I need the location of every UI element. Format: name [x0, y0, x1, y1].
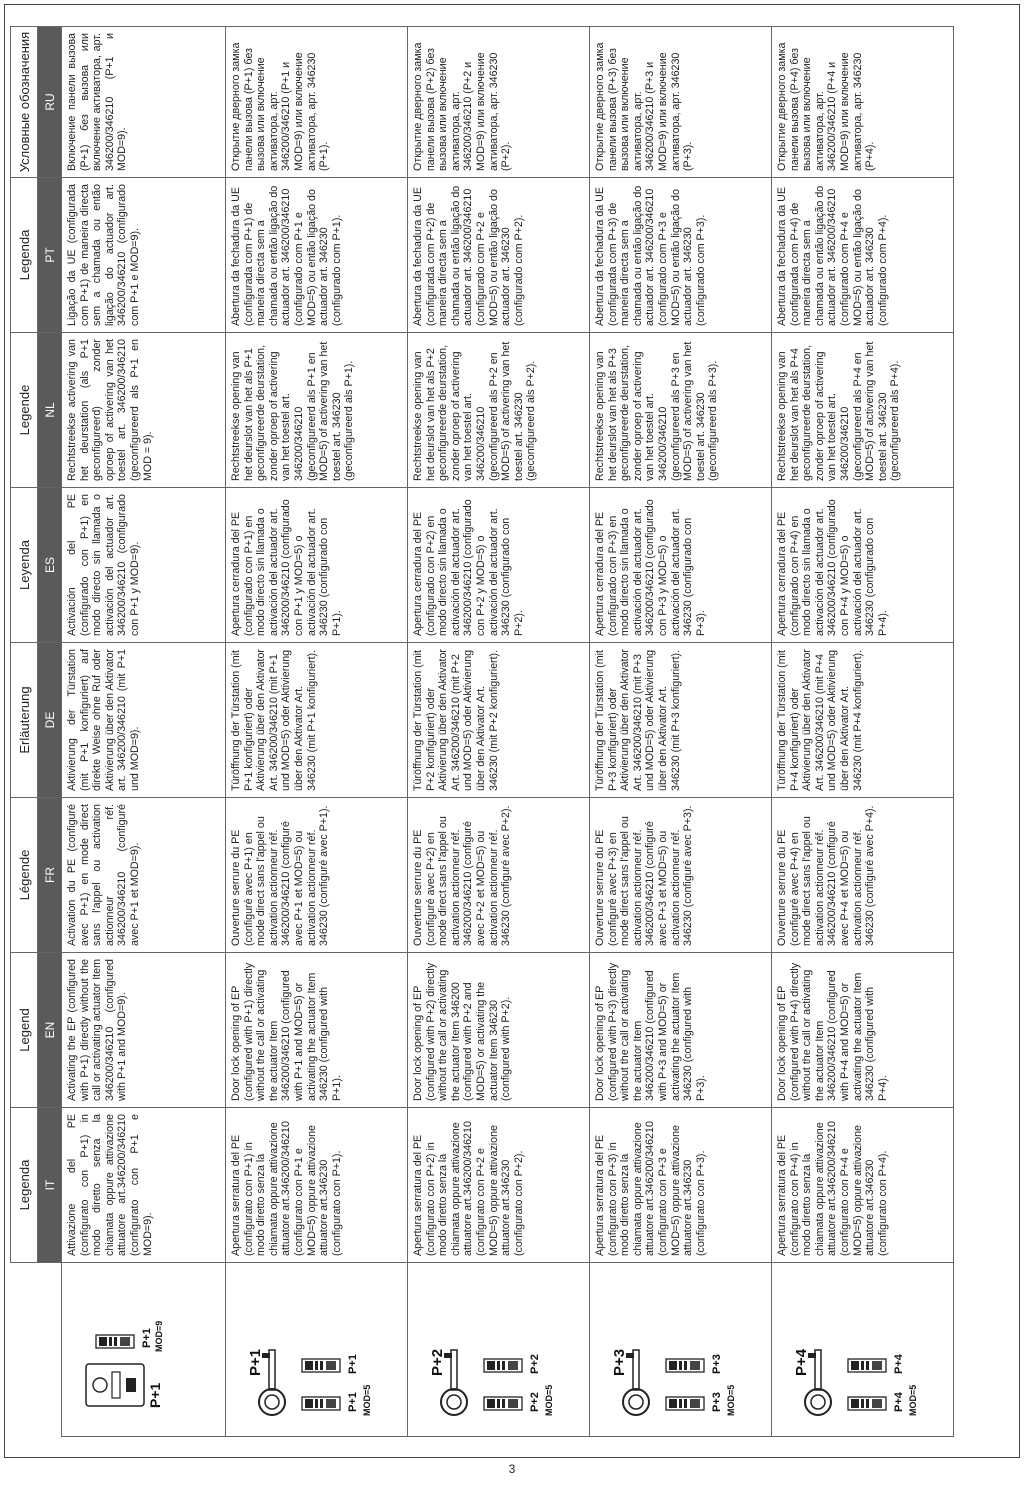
device-block	[502, 1399, 505, 1408]
key-ring-icon	[259, 1389, 285, 1415]
mod-label: MOD=5	[544, 1384, 554, 1416]
icon-area	[230, 1268, 378, 1432]
description-cell-ru: Включение панели вызова (P+1) без вызова или включение активатора, арт. 346200/346210 (P+1 и MOD=9).	[62, 27, 226, 178]
device-block	[99, 1337, 107, 1346]
device-block	[305, 1361, 313, 1370]
panel-button	[126, 1378, 136, 1392]
key-ring-icon	[623, 1389, 649, 1415]
key-ring-inner	[447, 1395, 461, 1409]
description-cell-it: Apertura serratura del PE (configurato con P+1) in modo diretto senza la chiamata oppure attivazione attuatore art.346200/346210 (configurato con P+1 e MOD=5) oppure attivazione attuatore art.346230 (configurato con P+1).	[226, 1108, 408, 1263]
description-cell-nl: Rechtstreekse opening van het deurslot van het als P+3 geconfigureerde deurstation, zonder oproep of activering van het toestel art. 346200/346210 (geconfigureerd als P+3 en MOD=5) of activering van het toestel art. 346230 (geconfigureerd als P+3).	[590, 333, 772, 488]
door-lock-diagram-icon	[412, 1268, 560, 1432]
lock-label: P+2	[429, 1348, 446, 1376]
language-code-row	[38, 27, 62, 1437]
description-cell-ru: Открытие дверного замка панели вызова (P+3) без вызова или включение активатора, арт. 346200/346210 (P+3 и MOD=9) или включение активатора, арт. 346230 (P+3).	[590, 27, 772, 178]
legend-row	[226, 27, 408, 1437]
panel-label: P+1	[147, 1382, 163, 1408]
icon-cell	[772, 1263, 954, 1437]
device-block	[669, 1399, 677, 1408]
entrance-panel-diagram-icon	[66, 1268, 214, 1432]
device-block	[320, 1361, 323, 1370]
device-block	[851, 1361, 859, 1370]
icon-area	[594, 1268, 742, 1432]
language-code: NL	[38, 333, 62, 488]
device-block	[690, 1361, 700, 1370]
door-lock-diagram-icon	[776, 1268, 924, 1432]
device-block	[502, 1361, 505, 1370]
door-lock-diagram-icon	[594, 1268, 742, 1432]
actuator-device-icon	[666, 1359, 704, 1372]
device-label: P+1	[347, 1392, 359, 1412]
legend-header: Условные обозначения	[11, 27, 38, 178]
legend-row	[772, 27, 954, 1437]
description-cell-pt: Abertura da fechadura da UE (configurada com P+1) de maneira directa sem a chamada ou então ligação do actuador art. 346200/346210 (configurado com P+1 e MOD=5) ou então ligação do actuador art. 346230 (configurado com P+1).	[226, 178, 408, 333]
description-cell-pt: Abertura da fechadura da UE (configurada com P+3) de maneira directa sem a chamada ou então ligação do actuador art. 346200/346210 (configurado com P+3 e MOD=5) ou então ligação do actuador art. 346230 (configurado com P+3).	[590, 178, 772, 333]
device-label: P+2	[529, 1392, 541, 1412]
device-block	[114, 1337, 117, 1346]
language-code: EN	[38, 953, 62, 1108]
device-block	[315, 1399, 318, 1408]
legend-rows	[62, 27, 954, 1437]
legend-header: Legenda	[11, 1108, 38, 1263]
description-cell-de: Türöffnung der Türstation (mit P+3 konfiguriert) oder Aktivierung über den Aktivator Art. 346200/346210 (mit P+3 und MOD=5) oder Aktivierung über den Aktivator Art. 346230 (mit P+3 konfiguriert).	[590, 643, 772, 798]
header-spacer	[11, 1263, 38, 1437]
device-block	[315, 1361, 318, 1370]
icon-cell	[226, 1263, 408, 1437]
description-cell-es: Activación del PE (configurado con P+1) en modo directo sin llamada o activación del actuador art. 346200/346210 (configurado con P+1 y MOD=9).	[62, 488, 226, 643]
description-cell-en: Door lock opening of EP (configured with P+2) directly without the call or activating the actuator Item 346200 (configured with P+2 and MOD=5) or activating the actuator Item 346230 (configured with P+2).	[408, 953, 590, 1108]
description-cell-nl: Rechtstreekse opening van het deurslot van het als P+4 geconfigureerde deurstation, zonder oproep of activering van het toestel art. 346200/346210 (geconfigureerd als P+4 en MOD=5) of activering van het toestel art. 346230 (geconfigureerd als P+4).	[772, 333, 954, 488]
device-block	[109, 1337, 112, 1346]
description-cell-pt: Abertura da fechadura da UE (configurada com P+2) de maneira directa sem a chamada ou então ligação do actuador art. 346200/346210 (configurado com P+2 e MOD=5) ou então ligação do actuador art. 346230 (configurado com P+2).	[408, 178, 590, 333]
description-cell-es: Apertura cerradura del PE (configurado con P+4) en modo directo sin llamada o activación del actuador art. 346200/346210 (configurado con P+4 y MOD=5) o activación del actuador art. 346230 (configurado con P+4).	[772, 488, 954, 643]
device-block	[851, 1399, 859, 1408]
legend-row	[590, 27, 772, 1437]
icon-area	[66, 1268, 214, 1432]
device-label: P+1	[347, 1354, 359, 1374]
device-block	[326, 1361, 336, 1370]
device-block	[690, 1399, 700, 1408]
description-cell-it: Apertura serratura del PE (configurato con P+4) in modo diretto senza la chiamata oppure attivazione attuatore art.346200/346210 (configurato con P+4 e MOD=5) oppure attivazione attuatore art.346230 (configurato con P+4).	[772, 1108, 954, 1263]
description-cell-de: Türöffnung der Türstation (mit P+1 konfiguriert) oder Aktivierung über den Aktivator Art. 346200/346210 (mit P+1 und MOD=5) oder Aktivierung über den Aktivator Art. 346230 (mit P+1 konfiguriert).	[226, 643, 408, 798]
description-cell-en: Door lock opening of EP (configured with P+3) directly without the call or activating the actuator Item 346200/346210 (configured with P+3 and MOD=5) or activating the actuator Item 346230 (configured with P+3).	[590, 953, 772, 1108]
description-cell-de: Türöffnung der Türstation (mit P+2 konfiguriert) oder Aktivierung über den Aktivator Art. 346200/346210 (mit P+2 und MOD=5) oder Aktivierung über den Aktivator Art. 346230 (mit P+2 konfiguriert).	[408, 643, 590, 798]
actuator-device-icon	[302, 1397, 340, 1410]
device-block	[872, 1399, 882, 1408]
key-ring-inner	[265, 1395, 279, 1409]
device-block	[861, 1399, 864, 1408]
language-code: DE	[38, 643, 62, 798]
device-block	[120, 1337, 130, 1346]
device-block	[684, 1361, 687, 1370]
description-cell-it: Attivazione del PE (configurato con P+1) in modo diretto senza la chiamata oppure attivazione attuatore art.346200/346210 (configurato con P+1 e MOD=9).	[62, 1108, 226, 1263]
legend-row	[62, 27, 226, 1437]
description-cell-de: Türöffnung der Türstation (mit P+4 konfiguriert) oder Aktivierung über den Aktivator Art. 346200/346210 (mit P+4 und MOD=5) oder Aktivierung über den Aktivator Art. 346230 (mit P+4 konfiguriert).	[772, 643, 954, 798]
page-number: 3	[508, 1462, 516, 1476]
device-block	[669, 1361, 677, 1370]
device-block	[497, 1361, 500, 1370]
actuator-device-icon	[666, 1397, 704, 1410]
actuator-device-icon	[848, 1359, 886, 1372]
language-code: ES	[38, 488, 62, 643]
legend-header: Legend	[11, 953, 38, 1108]
legend-header: Legenda	[11, 178, 38, 333]
device-block	[866, 1399, 869, 1408]
device-block	[320, 1399, 323, 1408]
mod-label: MOD=9	[154, 1320, 164, 1352]
description-cell-de: Aktivierung der Türstation (mit P+1 konfiguriert) auf direkte Weise ohne Ruf oder Aktivierung über den Aktivator art. 346200/346210 (mit P+1 und MOD=9).	[62, 643, 226, 798]
icon-cell	[62, 1263, 226, 1437]
legend-header: Leyenda	[11, 488, 38, 643]
description-cell-nl: Rechtstreekse opening van het deurslot van het als P+2 geconfigureerde deurstation, zonder oproep of activering van het toestel art. 346200/346210 (geconfigureerd als P+2 en MOD=5) of activering van het toestel art. 346230 (geconfigureerd als P+2).	[408, 333, 590, 488]
device-block	[679, 1399, 682, 1408]
language-code: IT	[38, 1108, 62, 1263]
actuator-device-icon	[848, 1397, 886, 1410]
icon-cell	[590, 1263, 772, 1437]
description-cell-pt: Ligação da UE (configurada com P+1) de maneira directa sem a chamada ou então ligação do actuador art. 346200/346210 (configurado com P+1 e MOD=9).	[62, 178, 226, 333]
key-ring-icon	[805, 1389, 831, 1415]
device-block	[861, 1361, 864, 1370]
device-label: P+3	[711, 1392, 723, 1412]
device-block	[684, 1399, 687, 1408]
key-ring-inner	[629, 1395, 643, 1409]
description-cell-fr: Ouverture serrure du PE (configuré avec P+2) en mode direct sans l'appel ou activation actionneur réf. 346200/346210 (configuré avec P+2 et MOD=5) ou activation actionneur réf. 346230 (configuré avec P+2).	[408, 798, 590, 953]
description-cell-fr: Ouverture serrure du PE (configuré avec P+4) en mode direct sans l'appel ou activation actionneur réf. 346200/346210 (configuré avec P+4 et MOD=5) ou activation actionneur réf. 346230 (configuré avec P+4).	[772, 798, 954, 953]
mod-label: MOD=5	[908, 1384, 918, 1416]
description-cell-en: Activating the EP (configured with P+1) directly without the call or activating actuator Item 346200/346210 (configured with P+1 and MOD=9).	[62, 953, 226, 1108]
device-block	[497, 1399, 500, 1408]
document-page	[4, 4, 1020, 1458]
actuator-device-icon	[484, 1359, 522, 1372]
description-cell-ru: Открытие дверного замка панели вызова (P+2) без вызова или включение активатора, арт. 346200/346210 (P+2 и MOD=9) или включение активатора, арт. 346230 (P+2).	[408, 27, 590, 178]
icon-area	[412, 1268, 560, 1432]
description-cell-es: Apertura cerradura del PE (configurado con P+2) en modo directo sin llamada o activación del actuador art. 346200/346210 (configurado con P+2 y MOD=5) o activación del actuador art. 346230 (configurado con P+2).	[408, 488, 590, 643]
description-cell-ru: Открытие дверного замка панели вызова (P+4) без вызова или включение активатора, арт. 346200/346210 (P+4 и MOD=9) или включение активатора, арт. 346230 (P+4).	[772, 27, 954, 178]
mod-label: MOD=5	[362, 1384, 372, 1416]
device-label: P+2	[529, 1354, 541, 1374]
lock-label: P+1	[247, 1348, 264, 1376]
device-label: P+1	[141, 1328, 153, 1348]
device-block	[679, 1361, 682, 1370]
rotated-table-container	[5, 5, 1019, 1457]
description-cell-fr: Ouverture serrure du PE (configuré avec P+1) en mode direct sans l'appel ou activation actionneur réf. 346200/346210 (configuré avec P+1 et MOD=5) ou activation actionneur réf. 346230 (configuré avec P+1).	[226, 798, 408, 953]
device-block	[305, 1399, 313, 1408]
description-cell-it: Apertura serratura del PE (configurato con P+3) in modo diretto senza la chiamata oppure attivazione attuatore art.346200/346210 (configurato con P+3 e MOD=5) oppure attivazione attuatore art.346230 (configurato con P+3).	[590, 1108, 772, 1263]
device-block	[872, 1361, 882, 1370]
header-spacer	[38, 1263, 62, 1437]
legend-header: Erläuterung	[11, 643, 38, 798]
description-cell-es: Apertura cerradura del PE (configurado con P+3) en modo directo sin llamada o activación del actuador art. 346200/346210 (configurado con P+3 y MOD=5) o activación del actuador art. 346230 (configurado con P+3).	[590, 488, 772, 643]
actuator-device-icon	[302, 1359, 340, 1372]
device-block	[487, 1399, 495, 1408]
language-code: PT	[38, 178, 62, 333]
device-label: P+4	[893, 1392, 905, 1412]
key-ring-icon	[441, 1389, 467, 1415]
legend-table	[10, 26, 954, 1437]
description-cell-nl: Rechtstreekse activering van het deurstation (als P+1 geconfigureerd) zonder oproep of activering van het toestel art. 346200/346210 (geconfigureerd als P+1 en MOD = 9).	[62, 333, 226, 488]
description-cell-pt: Abertura da fechadura da UE (configurada com P+4) de maneira directa sem a chamada ou então ligação do actuador art. 346200/346210 (configurado com P+4 e MOD=5) ou então ligação do actuador art. 346230 (configurado com P+4).	[772, 178, 954, 333]
device-block	[326, 1399, 336, 1408]
device-block	[508, 1361, 518, 1370]
description-cell-es: Apertura cerradura del PE (configurado con P+1) en modo directo sin llamada o activación del actuador art. 346200/346210 (configurado con P+1 y MOD=5) o activación del actuador art. 346230 (configurado con P+1).	[226, 488, 408, 643]
language-code: RU	[38, 27, 62, 178]
device-block	[508, 1399, 518, 1408]
device-block	[487, 1361, 495, 1370]
legend-row	[408, 27, 590, 1437]
key-ring-inner	[811, 1395, 825, 1409]
legend-header: Legende	[11, 333, 38, 488]
description-cell-it: Apertura serratura del PE (configurato con P+2) in modo diretto senza la chiamata oppure attivazione attuatore art.346200/346210 (configurato con P+2 e MOD=5) oppure attivazione attuatore art.346230 (configurato con P+2).	[408, 1108, 590, 1263]
legend-header-row	[11, 27, 38, 1437]
icon-cell	[408, 1263, 590, 1437]
legend-header: Légende	[11, 798, 38, 953]
description-cell-nl: Rechtstreekse opening van het deurslot van het als P+1 geconfigureerde deurstation, zonder oproep of activering van het toestel art. 346200/346210 (geconfigureerd als P+1 en MOD=5) of activering van het toestel art. 346230 (geconfigureerd als P+1).	[226, 333, 408, 488]
door-lock-diagram-icon	[230, 1268, 378, 1432]
language-code: FR	[38, 798, 62, 953]
actuator-device-icon	[96, 1335, 134, 1348]
device-label: P+4	[893, 1354, 905, 1374]
icon-area	[776, 1268, 924, 1432]
description-cell-en: Door lock opening of EP (configured with P+1) directly without the call or activating the actuator Item 346200/346210 (configured with P+1 and MOD=5) or activating the actuator Item 346230 (configured with P+1).	[226, 953, 408, 1108]
description-cell-fr: Activation du PE (configuré avec P+1) en mode direct sans l'appel ou activation actionneur réf. 346200/346210 (configuré avec P+1 et MOD=9).	[62, 798, 226, 953]
lock-label: P+3	[611, 1348, 628, 1376]
lock-label: P+4	[793, 1348, 810, 1376]
mod-label: MOD=5	[726, 1384, 736, 1416]
description-cell-en: Door lock opening of EP (configured with P+4) directly without the call or activating the actuator Item 346200/346210 (configured with P+4 and MOD=5) or activating the actuator Item 346230 (configured with P+4).	[772, 953, 954, 1108]
description-cell-fr: Ouverture serrure du PE (configuré avec P+3) en mode direct sans l'appel ou activation actionneur réf. 346200/346210 (configuré avec P+3 et MOD=5) ou activation actionneur réf. 346230 (configuré avec P+3).	[590, 798, 772, 953]
device-block	[866, 1361, 869, 1370]
description-cell-ru: Открытие дверного замка панели вызова (P+1) без вызова или включение активатора, арт. 346200/346210 (P+1 и MOD=9) или включение активатора, арт. 346230 (P+1).	[226, 27, 408, 178]
actuator-device-icon	[484, 1397, 522, 1410]
device-label: P+3	[711, 1354, 723, 1374]
